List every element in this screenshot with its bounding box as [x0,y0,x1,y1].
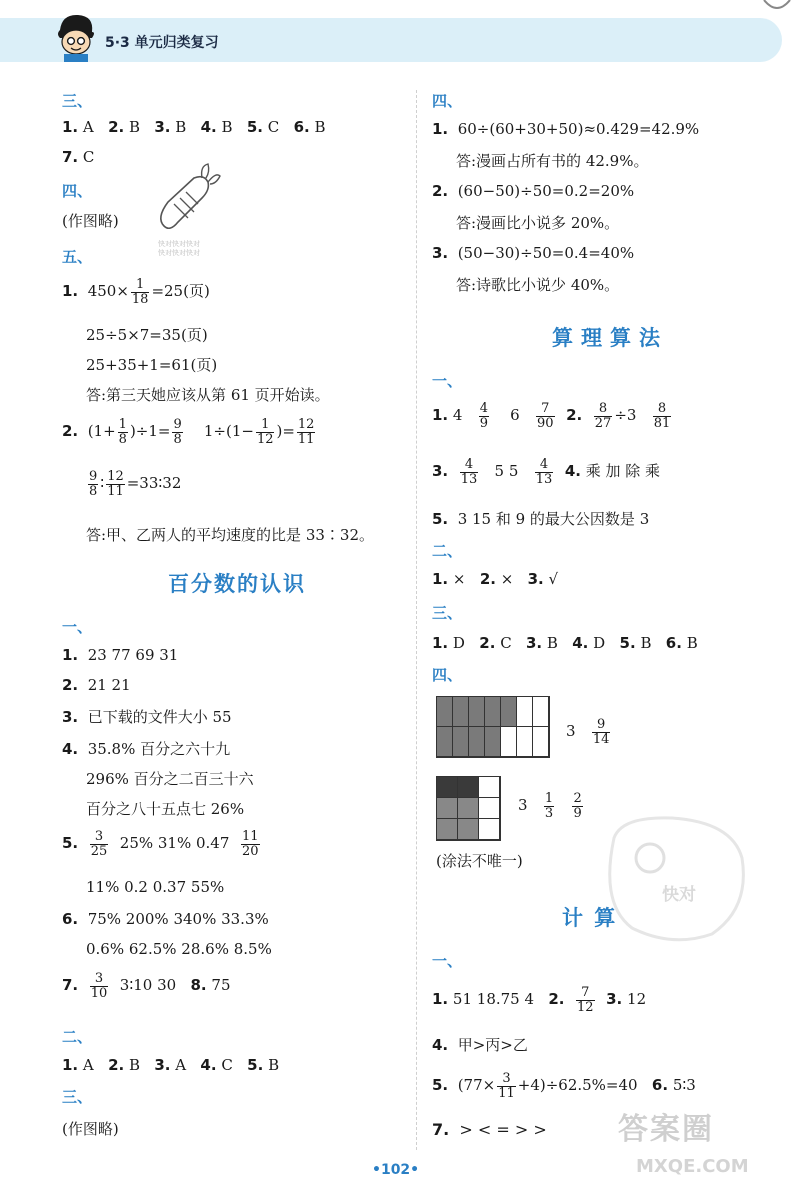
section-title: 计 算 [562,906,618,930]
answer-line: 百分之八十五点七 26% [86,800,245,818]
section-heading: 一、 [432,952,463,970]
answer-line: 5. 3 15 和 9 的最大公因数是 3 [432,510,650,528]
watermark-logo: 答案圈 [618,1112,714,1147]
answer-line: 答:甲、乙两人的平均速度的比是 33∶32。 [86,526,374,544]
answer-line: 2. 21 21 [62,676,131,694]
answer-line: 1. D 2. C 3. B 4. D 5. B 6. B [432,634,698,652]
answer-line: 4. 甲>丙>乙 [432,1036,528,1054]
mascot-icon [52,12,98,62]
answer-line: 2. (1+ $\frac{1}{8}$ )÷1= $\frac{9}{8}$ 1÷(1− $\frac{1}{12}$ )= $\frac{12}{11}$ [62,417,315,447]
answer-line: 3 $\frac{9}{14}$ [566,717,610,747]
answer-line: 1. 23 77 69 31 [62,646,179,664]
answer-line: 3. 已下载的文件大小 55 [62,708,232,726]
watermark-text: 快对 [662,885,696,905]
section-heading: 二、 [432,542,463,560]
carrot-icon [150,160,222,242]
stamp-text: 快对快对快对 快对快对快对 [158,240,200,257]
answer-line: 11% 0.2 0.37 55% [86,878,225,896]
answer-line: 1. × 2. × 3. √ [432,570,559,588]
answer-line: 1. A 2. B 3. B 4. B 5. C 6. B [62,118,326,136]
answer-line: 7. C [62,148,95,166]
answer-line: 25+35+1=61(页) [86,356,218,374]
section-heading: 五、 [62,248,93,266]
header-title: 5·3 单元归类复习 [105,35,219,51]
answer-line: 5. (77× $\frac{3}{11}$ +4)÷62.5%=40 6. 5∶3 [432,1071,696,1101]
section-heading: 四、 [432,92,463,110]
answer-line: (作图略) [62,212,119,230]
shaded-grid-7x2 [436,696,550,758]
answer-line: 5. $\frac{3}{25}$ 25% 31% 0.47 $\frac{11}{20}$ [62,829,259,859]
answer-line: 25÷5×7=35(页) [86,326,208,344]
answer-line: 1. 450× $\frac{1}{18}$ =25(页) [62,277,210,307]
answer-line: 0.6% 62.5% 28.6% 8.5% [86,940,272,958]
answer-line: $\frac{9}{8}$ ∶ $\frac{12}{11}$ =33∶32 [89,469,182,499]
answer-line: 7. $\frac{3}{10}$ 3∶10 30 8. 75 [62,971,231,1001]
section-heading: 一、 [62,618,93,636]
answer-line: 1. 51 18.75 4 2. $\frac{7}{12}$ 3. 12 [432,985,647,1015]
corner-ring-icon [762,0,792,12]
answer-line: 3. (50−30)÷50=0.4=40% [432,244,635,262]
section-heading: 一、 [432,372,463,390]
section-title: 百分数的认识 [168,572,306,596]
section-heading: 三、 [62,1088,93,1106]
section-heading: 四、 [432,666,463,684]
answer-line: 6. 75% 200% 340% 33.3% [62,910,269,928]
section-heading: 三、 [62,92,93,110]
section-heading: 二、 [62,1028,93,1046]
shaded-grid-3x3 [436,776,501,841]
section-title: 算理算法 [552,326,668,350]
answer-line: 答:第三天她应该从第 61 页开始读。 [86,386,330,404]
section-heading: 四、 [62,182,93,200]
fraction: $\frac{1}{18}$ [131,277,149,307]
page-number: •102• [372,1162,420,1178]
answer-line: (作图略) [62,1120,119,1138]
answer-line: 1. 60÷(60+30+50)≈0.429=42.9% [432,120,700,138]
answer-line: 答:漫画比小说多 20%。 [456,214,620,232]
answer-line: 1. 4 $\frac{4}{9}$ 6 $\frac{7}{90}$ 2. $\frac{8}{27}$ ÷3 $\frac{8}{81}$ [432,401,671,431]
column-divider [416,90,418,1150]
answer-line: 3. $\frac{4}{13}$ 5 5 $\frac{4}{13}$ 4. 乘 加 除 乘 [432,457,661,487]
answer-line: (涂法不唯一) [436,852,523,870]
answer-line: 答:漫画占所有书的 42.9%。 [456,152,649,170]
answer-line: 296% 百分之二百三十六 [86,770,254,788]
answer-line: 3 $\frac{1}{3}$ $\frac{2}{9}$ [518,791,582,821]
answer-line: 2. (60−50)÷50=0.2=20% [432,182,635,200]
answer-line: 1. A 2. B 3. A 4. C 5. B [62,1056,280,1074]
answer-line: 答:诗歌比小说少 40%。 [456,276,620,294]
watermark-url: MXQE.COM [636,1156,749,1177]
section-heading: 三、 [432,604,463,622]
answer-line: 7. > < = > > [432,1120,547,1139]
answer-line: 4. 35.8% 百分之六十九 [62,740,231,758]
